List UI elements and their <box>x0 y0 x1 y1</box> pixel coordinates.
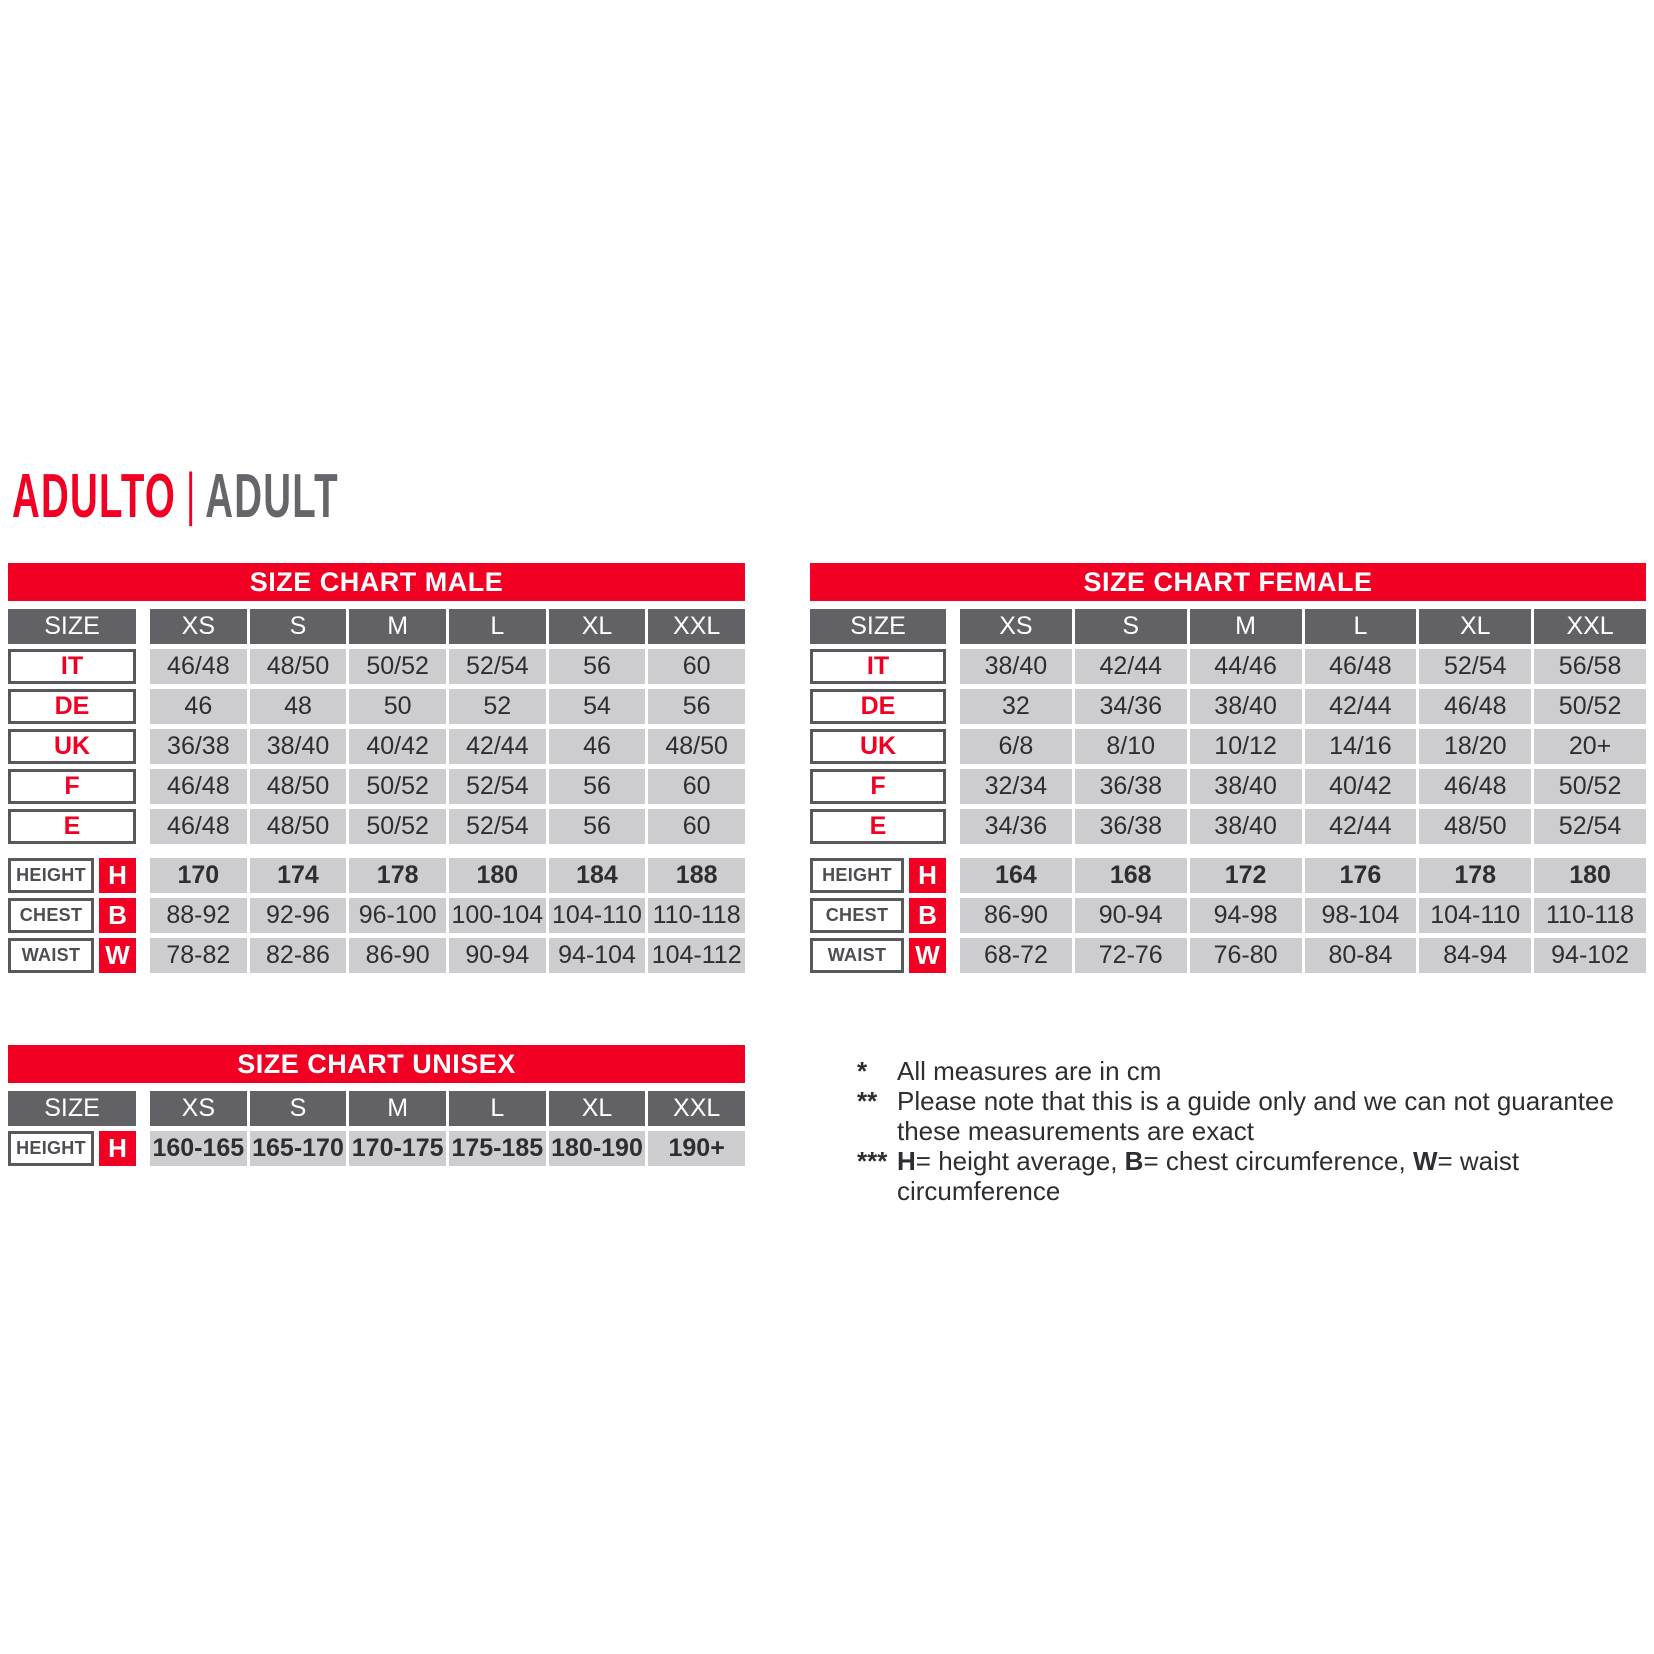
region-label: F <box>810 769 946 804</box>
footnote-text <box>897 1086 1639 1146</box>
chart-title-band: SIZE CHART FEMALE <box>810 563 1646 601</box>
region-label: UK <box>8 729 136 764</box>
table-row <box>810 898 1646 933</box>
size-value-cell: 36/38 <box>150 729 247 764</box>
row-label-slot <box>8 649 136 684</box>
size-value-cell: 52/54 <box>1534 809 1646 844</box>
measure-label: WAIST <box>8 938 94 973</box>
region-label: E <box>8 809 136 844</box>
size-value-cell: 42/44 <box>1305 689 1417 724</box>
table-header-row <box>8 1091 745 1126</box>
size-value-cell: 38/40 <box>1190 809 1302 844</box>
region-label: E <box>810 809 946 844</box>
footnote-marker: ** <box>857 1086 878 1116</box>
row-label-slot <box>810 938 946 973</box>
measure-value-cell: 94-102 <box>1534 938 1646 973</box>
row-values <box>150 938 745 973</box>
footnote-segment: H <box>897 1146 916 1176</box>
measure-value-cell: 92-96 <box>250 898 347 933</box>
column-header: XL <box>549 609 646 644</box>
row-label-slot <box>810 649 946 684</box>
size-header-slot <box>810 609 946 644</box>
table-row <box>8 689 745 724</box>
footnote-marker: *** <box>857 1146 888 1176</box>
size-column-header: SIZE <box>8 1091 136 1126</box>
measure-label: WAIST <box>810 938 904 973</box>
column-header: XL <box>1419 609 1531 644</box>
size-header-slot <box>8 609 136 644</box>
table-row <box>810 689 1646 724</box>
measure-value-cell: 104-110 <box>1419 898 1531 933</box>
measure-letter-badge: W <box>99 938 136 973</box>
size-value-cell: 36/38 <box>1075 809 1187 844</box>
measure-label: HEIGHT <box>8 858 94 893</box>
size-chart-female <box>810 563 1646 978</box>
size-value-cell: 60 <box>648 769 745 804</box>
size-value-cell: 56 <box>549 769 646 804</box>
row-values <box>960 649 1646 684</box>
footnote-text <box>897 1146 1639 1206</box>
size-value-cell: 10/12 <box>1190 729 1302 764</box>
measure-value-cell: 170 <box>150 858 247 893</box>
measure-label: HEIGHT <box>8 1131 94 1166</box>
header-grid <box>150 1091 745 1126</box>
size-value-cell: 38/40 <box>1190 689 1302 724</box>
row-values <box>150 1131 745 1166</box>
size-value-cell: 48/50 <box>1419 809 1531 844</box>
measure-letter-badge: W <box>909 938 946 973</box>
row-label-slot <box>810 809 946 844</box>
size-value-cell: 50/52 <box>1534 769 1646 804</box>
size-value-cell: 18/20 <box>1419 729 1531 764</box>
column-header: XS <box>150 609 247 644</box>
measure-value-cell: 165-170 <box>250 1131 347 1166</box>
size-value-cell: 14/16 <box>1305 729 1417 764</box>
measure-letter-badge: B <box>909 898 946 933</box>
row-values <box>150 769 745 804</box>
table-row <box>810 858 1646 893</box>
size-value-cell: 36/38 <box>1075 769 1187 804</box>
page-title-secondary: ADULT <box>205 462 339 531</box>
measure-value-cell: 88-92 <box>150 898 247 933</box>
column-header: M <box>1190 609 1302 644</box>
row-label-slot <box>810 689 946 724</box>
table-row <box>810 809 1646 844</box>
size-value-cell: 48 <box>250 689 347 724</box>
size-value-cell: 8/10 <box>1075 729 1187 764</box>
table-row <box>8 1131 745 1166</box>
table-header-row <box>8 609 745 644</box>
row-label-slot <box>810 769 946 804</box>
measure-value-cell: 96-100 <box>349 898 446 933</box>
table-row <box>810 729 1646 764</box>
row-values <box>150 689 745 724</box>
footnote-segment: B <box>1124 1146 1144 1176</box>
column-header: XXL <box>1534 609 1646 644</box>
row-label-slot <box>8 769 136 804</box>
size-value-cell: 56 <box>648 689 745 724</box>
size-value-cell: 50/52 <box>349 769 446 804</box>
region-label: IT <box>8 649 136 684</box>
region-label: F <box>8 769 136 804</box>
size-value-cell: 50/52 <box>349 649 446 684</box>
table-row <box>8 858 745 893</box>
measure-value-cell: 170-175 <box>349 1131 446 1166</box>
column-header: M <box>349 609 446 644</box>
column-header: M <box>349 1091 446 1126</box>
measure-value-cell: 180-190 <box>549 1131 646 1166</box>
size-value-cell: 50 <box>349 689 446 724</box>
column-header: S <box>1075 609 1187 644</box>
measure-value-cell: 180 <box>1534 858 1646 893</box>
header-grid <box>960 609 1646 644</box>
size-value-cell: 52/54 <box>1419 649 1531 684</box>
column-header: XXL <box>648 609 745 644</box>
table-row <box>8 898 745 933</box>
region-label: DE <box>8 689 136 724</box>
row-label-slot <box>8 898 136 933</box>
measure-value-cell: 94-104 <box>549 938 646 973</box>
measure-value-cell: 86-90 <box>960 898 1072 933</box>
footnote-segment: = waist circumference <box>897 1146 1520 1206</box>
measure-value-cell: 174 <box>250 858 347 893</box>
measure-letter-badge: H <box>99 858 136 893</box>
table-row <box>8 729 745 764</box>
measure-value-cell: 82-86 <box>250 938 347 973</box>
row-label-slot <box>810 858 946 893</box>
size-value-cell: 50/52 <box>1534 689 1646 724</box>
size-value-cell: 38/40 <box>250 729 347 764</box>
column-header: XXL <box>648 1091 745 1126</box>
size-value-cell: 46/48 <box>1419 769 1531 804</box>
measure-value-cell: 72-76 <box>1075 938 1187 973</box>
row-values <box>960 898 1646 933</box>
measure-value-cell: 184 <box>549 858 646 893</box>
size-value-cell: 46/48 <box>150 649 247 684</box>
measure-value-cell: 178 <box>349 858 446 893</box>
size-value-cell: 52/54 <box>449 809 546 844</box>
measure-value-cell: 178 <box>1419 858 1531 893</box>
table-header-row <box>810 609 1646 644</box>
measure-value-cell: 110-118 <box>1534 898 1646 933</box>
measure-value-cell: 175-185 <box>449 1131 546 1166</box>
size-value-cell: 56 <box>549 809 646 844</box>
measure-value-cell: 110-118 <box>648 898 745 933</box>
measure-label: CHEST <box>810 898 904 933</box>
size-value-cell: 38/40 <box>1190 769 1302 804</box>
measure-label: CHEST <box>8 898 94 933</box>
size-value-cell: 52/54 <box>449 649 546 684</box>
size-value-cell: 52 <box>449 689 546 724</box>
measure-value-cell: 190+ <box>648 1131 745 1166</box>
size-value-cell: 60 <box>648 649 745 684</box>
page-title <box>12 462 339 531</box>
size-value-cell: 42/44 <box>1305 809 1417 844</box>
row-values <box>150 809 745 844</box>
size-value-cell: 48/50 <box>250 769 347 804</box>
table-row <box>810 938 1646 973</box>
row-values <box>150 858 745 893</box>
measure-value-cell: 104-112 <box>648 938 745 973</box>
size-value-cell: 32/34 <box>960 769 1072 804</box>
row-values <box>960 938 1646 973</box>
measure-value-cell: 176 <box>1305 858 1417 893</box>
row-label-slot <box>8 689 136 724</box>
size-value-cell: 40/42 <box>1305 769 1417 804</box>
row-values <box>960 729 1646 764</box>
measure-value-cell: 188 <box>648 858 745 893</box>
size-value-cell: 46/48 <box>1305 649 1417 684</box>
measure-value-cell: 76-80 <box>1190 938 1302 973</box>
size-value-cell: 56 <box>549 649 646 684</box>
footnote-segment: All measures are in cm <box>897 1056 1162 1086</box>
table-row <box>8 938 745 973</box>
size-value-cell: 38/40 <box>960 649 1072 684</box>
row-label-slot <box>8 729 136 764</box>
measure-letter-badge: H <box>99 1131 136 1166</box>
measure-value-cell: 160-165 <box>150 1131 247 1166</box>
row-values <box>960 769 1646 804</box>
table-row <box>8 649 745 684</box>
footnote-segment: = chest circumference, <box>1143 1146 1413 1176</box>
measure-value-cell: 94-98 <box>1190 898 1302 933</box>
measure-value-cell: 78-82 <box>150 938 247 973</box>
footnote-segment: W <box>1412 1146 1438 1176</box>
measure-value-cell: 164 <box>960 858 1072 893</box>
measure-value-cell: 168 <box>1075 858 1187 893</box>
size-column-header: SIZE <box>810 609 946 644</box>
row-label-slot <box>8 938 136 973</box>
measure-value-cell: 172 <box>1190 858 1302 893</box>
size-value-cell: 46/48 <box>150 769 247 804</box>
size-column-header: SIZE <box>8 609 136 644</box>
size-value-cell: 52/54 <box>449 769 546 804</box>
size-value-cell: 46/48 <box>1419 689 1531 724</box>
chart-title-band: SIZE CHART UNISEX <box>8 1045 745 1083</box>
column-header: XL <box>549 1091 646 1126</box>
column-header: S <box>250 1091 347 1126</box>
size-value-cell: 32 <box>960 689 1072 724</box>
column-header: XS <box>150 1091 247 1126</box>
column-header: L <box>449 609 546 644</box>
row-values <box>150 729 745 764</box>
size-value-cell: 48/50 <box>648 729 745 764</box>
size-value-cell: 42/44 <box>449 729 546 764</box>
row-label-slot <box>8 1131 136 1166</box>
size-value-cell: 48/50 <box>250 809 347 844</box>
measure-label: HEIGHT <box>810 858 904 893</box>
footnote-text <box>897 1056 1639 1086</box>
size-value-cell: 50/52 <box>349 809 446 844</box>
measure-letter-badge: H <box>909 858 946 893</box>
measure-value-cell: 104-110 <box>549 898 646 933</box>
footnote-segment: Please note that this is a guide only and we can not guarantee these measurements are exact <box>897 1086 1614 1146</box>
row-values <box>150 649 745 684</box>
size-value-cell: 46 <box>549 729 646 764</box>
size-value-cell: 46/48 <box>150 809 247 844</box>
row-values <box>150 898 745 933</box>
region-label: UK <box>810 729 946 764</box>
table-row <box>8 809 745 844</box>
measure-value-cell: 84-94 <box>1419 938 1531 973</box>
measure-value-cell: 90-94 <box>1075 898 1187 933</box>
title-divider: | <box>185 462 196 527</box>
measure-value-cell: 86-90 <box>349 938 446 973</box>
region-label: IT <box>810 649 946 684</box>
table-row <box>8 769 745 804</box>
column-header: L <box>449 1091 546 1126</box>
footnotes <box>857 1056 1639 1206</box>
size-chart-unisex <box>8 1045 745 1171</box>
measure-value-cell: 90-94 <box>449 938 546 973</box>
size-value-cell: 56/58 <box>1534 649 1646 684</box>
page-title-primary: ADULTO <box>12 462 177 531</box>
measure-letter-badge: B <box>99 898 136 933</box>
size-value-cell: 42/44 <box>1075 649 1187 684</box>
measure-value-cell: 100-104 <box>449 898 546 933</box>
footnote-item <box>857 1056 1639 1086</box>
measure-value-cell: 180 <box>449 858 546 893</box>
table-row <box>810 769 1646 804</box>
footnote-item <box>857 1146 1639 1206</box>
size-value-cell: 48/50 <box>250 649 347 684</box>
column-header: S <box>250 609 347 644</box>
row-values <box>960 858 1646 893</box>
region-label: DE <box>810 689 946 724</box>
row-label-slot <box>810 729 946 764</box>
column-header: XS <box>960 609 1072 644</box>
size-value-cell: 40/42 <box>349 729 446 764</box>
size-header-slot <box>8 1091 136 1126</box>
column-header: L <box>1305 609 1417 644</box>
measure-value-cell: 98-104 <box>1305 898 1417 933</box>
table-row <box>810 649 1646 684</box>
size-value-cell: 60 <box>648 809 745 844</box>
size-chart-male <box>8 563 745 978</box>
size-value-cell: 54 <box>549 689 646 724</box>
measure-value-cell: 80-84 <box>1305 938 1417 973</box>
footnote-item <box>857 1086 1639 1146</box>
size-value-cell: 34/36 <box>1075 689 1187 724</box>
size-value-cell: 6/8 <box>960 729 1072 764</box>
chart-title-band: SIZE CHART MALE <box>8 563 745 601</box>
row-values <box>960 809 1646 844</box>
size-value-cell: 20+ <box>1534 729 1646 764</box>
row-label-slot <box>8 858 136 893</box>
row-label-slot <box>8 809 136 844</box>
row-label-slot <box>810 898 946 933</box>
header-grid <box>150 609 745 644</box>
size-value-cell: 46 <box>150 689 247 724</box>
footnote-segment: = height average, <box>915 1146 1125 1176</box>
footnote-marker: * <box>857 1056 868 1086</box>
measure-value-cell: 68-72 <box>960 938 1072 973</box>
row-values <box>960 689 1646 724</box>
size-value-cell: 34/36 <box>960 809 1072 844</box>
size-value-cell: 44/46 <box>1190 649 1302 684</box>
